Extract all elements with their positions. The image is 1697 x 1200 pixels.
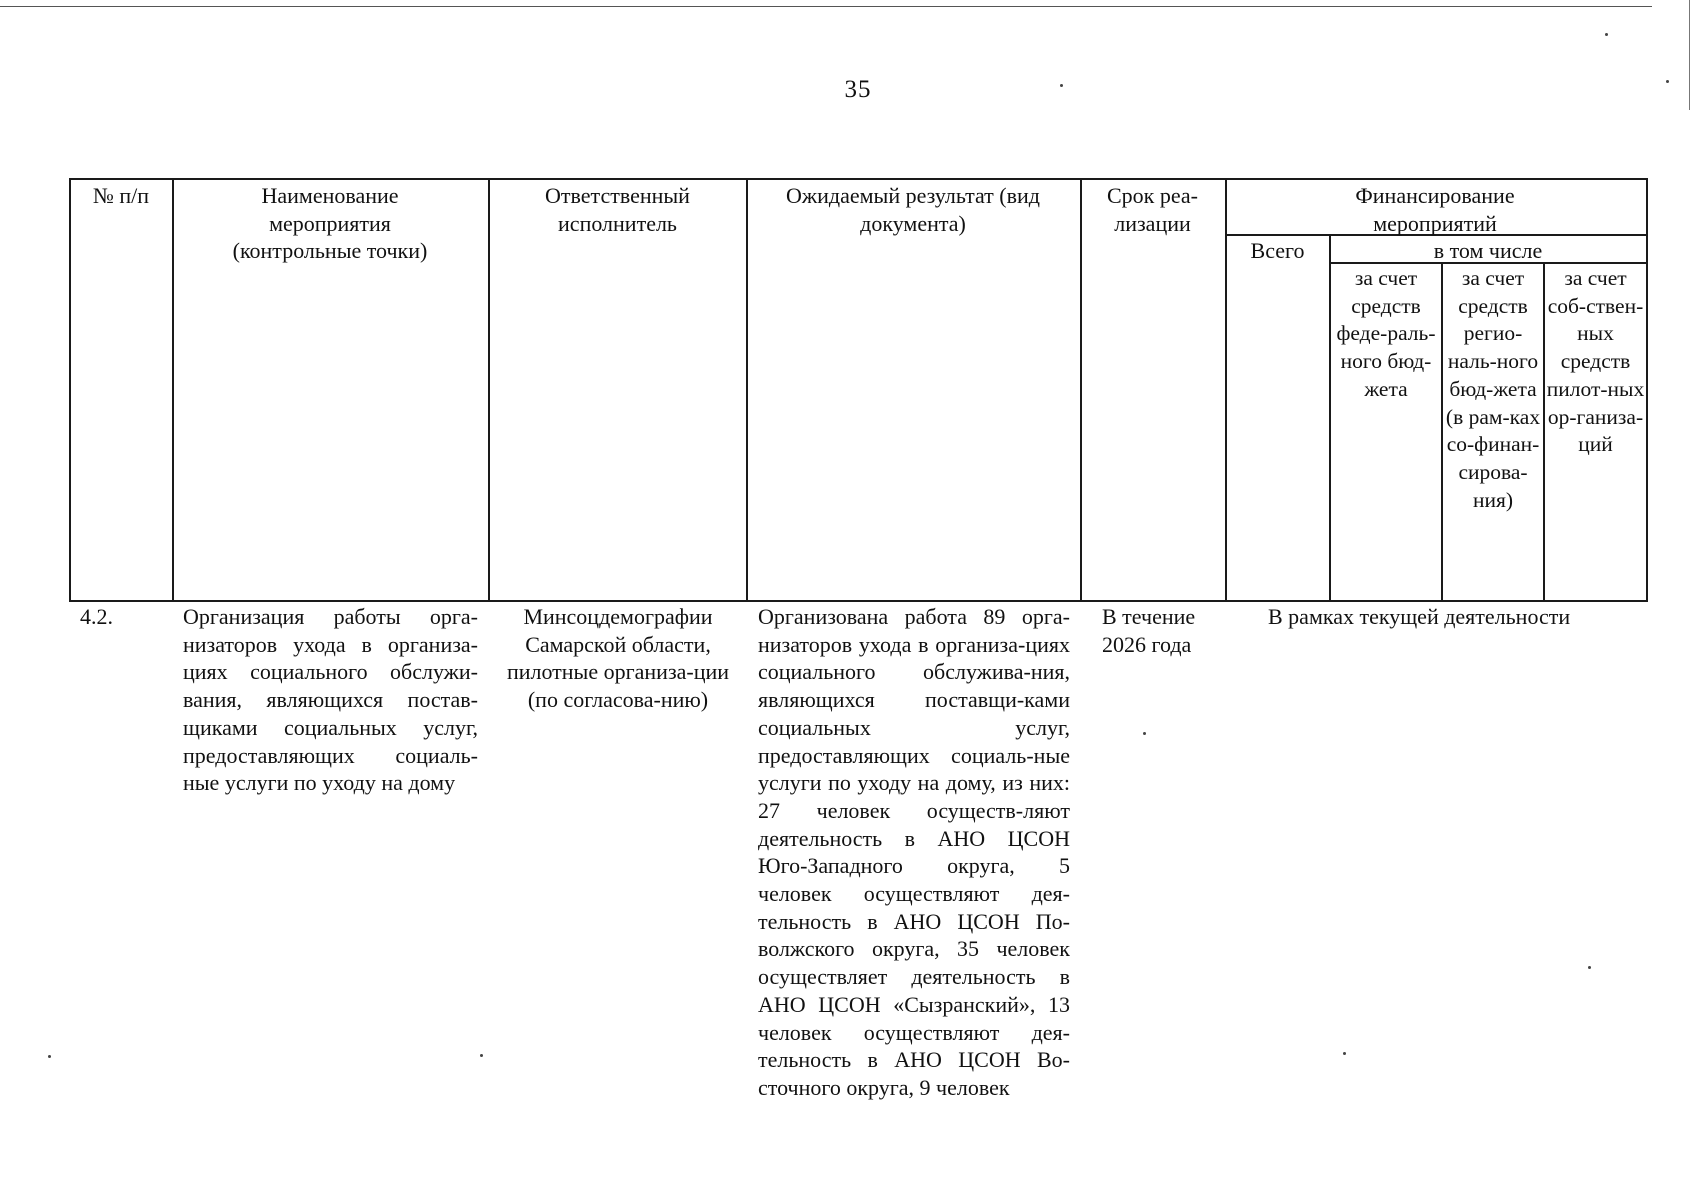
page-number: 35: [844, 76, 872, 103]
scan-speck: [1605, 33, 1608, 36]
scan-speck: [48, 1055, 51, 1058]
header-number: № п/п: [92, 183, 150, 208]
table-border-left: [69, 178, 71, 602]
header-including: в том числе: [1433, 238, 1543, 263]
header-result: Ожидаемый результат (вид документа): [786, 183, 1040, 236]
header-name: Наименование мероприятия (контрольные точки): [232, 183, 428, 264]
row-financing: В рамках текущей деятельности: [1268, 604, 1571, 629]
table-border-right: [1646, 178, 1648, 602]
row-event-name: Организация работы орга-низаторов ухода в организа-циях социального обслужи-вания, являющихся постав-щиками социальных услуг, предоставляющих социаль-ные услуги по уходу на дому: [183, 604, 478, 796]
table-col-divider: [488, 178, 490, 602]
scan-speck: [1588, 966, 1591, 969]
row-number: 4.2.: [80, 604, 113, 629]
row-period: В течение 2026 года: [1102, 604, 1196, 657]
table-col-divider: [1080, 178, 1082, 602]
header-executor: Ответственный исполнитель: [545, 183, 690, 236]
page-top-rule: [0, 6, 1652, 7]
header-federal-budget: за счет средств феде-раль-ного бюд-жета: [1336, 266, 1436, 401]
table-col-divider: [746, 178, 748, 602]
header-financing: Финансирование мероприятий: [1355, 183, 1515, 236]
scan-speck: [1143, 732, 1146, 735]
table-border-top: [69, 178, 1647, 180]
row-expected-result: Организована работа 89 орга-низаторов ухода в организа-циях социального обслужива-ния, являющихся поставщи-ками социальных услуг, предоставляющих социаль-ные услуги по уходу на дому, из них: 27 человек осуществ-ляют деятельность в АНО ЦСОН Юго-Западного округа, 5 человек осуществляют дея-тельность в АНО ЦСОН По-волжского округа, 35 человек осуществляет деятельность в АНО ЦСОН «Сызранский», 13 человек осуществляют дея-тельность в АНО ЦСОН Во-сточного округа, 9 человек: [758, 604, 1070, 1100]
scan-speck: [480, 1054, 483, 1057]
scan-speck: [1343, 1052, 1346, 1055]
table-header-bottom: [69, 600, 1647, 602]
header-own-funds: за счет соб-ствен-ных средств пилот-ных ор-ганиза-ций: [1546, 266, 1645, 457]
row-executor: Минсоцдемографии Самарской области, пилотные организа-ции (по согласова-нию): [506, 604, 730, 713]
table-col-divider: [172, 178, 174, 602]
header-total: Всего: [1250, 238, 1305, 263]
header-period: Срок реа-лизации: [1107, 183, 1198, 236]
header-regional-budget: за счет средств регио-наль-ного бюд-жета (в рам-ках со-финан-сирова-ния): [1445, 266, 1541, 512]
